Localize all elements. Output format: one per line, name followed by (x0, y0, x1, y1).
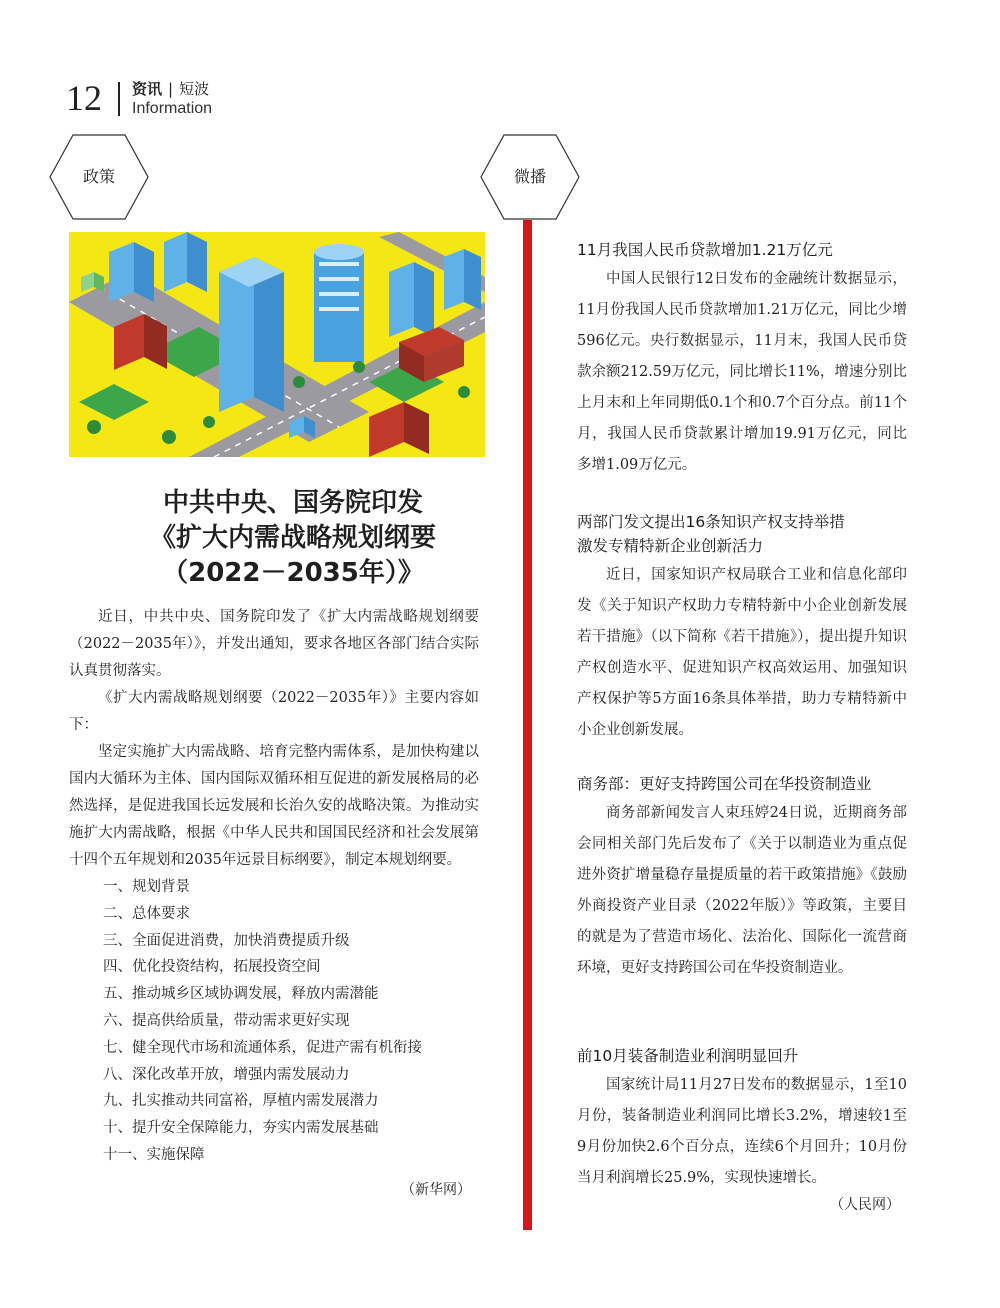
section-label (132, 78, 209, 99)
outline-item: 一、规划背景 (103, 879, 190, 895)
category-label-policy: 政策 (82, 167, 115, 186)
outline-item: 九、扎实推动共同富裕，厚植内需发展潜力 (103, 1093, 379, 1110)
column-divider-red (523, 220, 532, 1230)
article-paragraph: 近日，中共中央、国务院印发了《扩大内需战略规划纲要（2022－2035年）》，并发出通知，要求各地区各部门结合实际认真贯彻落实。 (69, 609, 479, 679)
news-source: （人民网） (830, 1197, 900, 1213)
category-hexagon-broadcast (480, 134, 580, 220)
outline-item: 四、优化投资结构，拓展投资空间 (103, 959, 321, 976)
outline-item: 三、全面促进消费，加快消费提质升级 (103, 932, 350, 949)
news-body: 近日，国家知识产权局联合工业和信息化部印发《关于知识产权助力专精特新中小企业创新发展若干措施》（以下简称《若干措施》），提出提升知识产权创造水平、促进知识产权高效运用、加强知识产权保护等5方面16条具体举措，助力专精特新中小企业创新发展。 (577, 567, 907, 738)
news-title: 11月我国人民币贷款增加1.21万亿元 (577, 241, 833, 259)
city-illustration (69, 232, 485, 457)
news-item (577, 1044, 907, 1194)
news-body: 国家统计局11月27日发布的数据显示，1至10月份，装备制造业利润同比增长3.2%，增速较1至9月份加快2.6个百分点，连续6个月回升；10月份当月利润增长25.9%，实现快速增长。 (577, 1077, 907, 1186)
feature-source: （新华网） (401, 1181, 471, 1198)
outline-item: 七、健全现代市场和流通体系，促进产需有机衔接 (103, 1039, 422, 1056)
headline-line: 中共中央、国务院印发 (162, 488, 423, 518)
outline-item: 八、深化改革开放，增强内需发展动力 (103, 1066, 350, 1083)
news-item (577, 772, 907, 984)
article-paragraph: 坚定实施扩大内需战略、培育完整内需体系，是加快构建以国内大循环为主体、国内国际双循环相互促进的新发展格局的必然选择，是促进我国长远发展和长治久安的战略决策。为推动实施扩大内需战略，根据《中华人民共和国国民经济和社会发展第十四个五年规划和2035年远景目标纲要》，制定本规划纲要。 (69, 744, 479, 868)
headline-line: 《扩大内需战略规划纲要 (149, 523, 436, 553)
isometric-city-image (69, 232, 485, 457)
news-body: 中国人民银行12日发布的金融统计数据显示，11月份我国人民币贷款增加1.21万亿元，同比少增596亿元。央行数据显示，11月末，我国人民币贷款余额212.59万亿元，同比增长11%，增速分别比上月末和上年同期低0.1个和0.7个百分点。前11个月，我国人民币贷款累计增加19.91万亿元，同比多增1.09万亿元。 (577, 271, 907, 473)
news-title: 两部门发文提出16条知识产权支持举措 (577, 513, 845, 531)
news-title: 激发专精特新企业创新活力 (577, 537, 764, 555)
subsection-title: 短波 (179, 80, 210, 98)
outline-item: 十一、实施保障 (103, 1146, 205, 1163)
feature-headline (70, 486, 516, 591)
outline-item: 二、总体要求 (103, 905, 190, 922)
outline-item: 六、提高供给质量，带动需求更好实现 (103, 1012, 350, 1029)
news-item (577, 238, 907, 481)
section-title: 资讯 (132, 80, 163, 98)
news-title: 商务部：更好支持跨国公司在华投资制造业 (577, 775, 872, 793)
header-divider (118, 82, 120, 116)
category-hexagon-policy (49, 134, 149, 220)
feature-article-body (69, 604, 479, 1204)
news-item (577, 510, 907, 746)
news-body: 商务部新闻发言人束珏婷24日说，近期商务部会同相关部门先后发布了《关于以制造业为重点促进外资扩增量稳存量提质量的若干政策措施》《鼓励外商投资产业目录（2022年版）》等政策，主要目的就是为了营造市场化、法治化、国际化一流营商环境，更好支持跨国公司在华投资制造业。 (577, 805, 907, 976)
outline-item: 十、提升安全保障能力，夯实内需发展基础 (103, 1120, 379, 1137)
section-english: Information (132, 100, 213, 117)
article-paragraph: 《扩大内需战略规划纲要（2022－2035年）》主要内容如下： (69, 690, 479, 733)
category-label-broadcast: 微播 (513, 167, 546, 186)
headline-line: （2022－2035年）》 (162, 558, 424, 588)
page-number: 12 (66, 78, 102, 118)
outline-list (69, 874, 479, 1169)
outline-item: 五、推动城乡区域协调发展，释放内需潜能 (103, 986, 379, 1003)
news-title: 前10月装备制造业利润明显回升 (577, 1047, 799, 1065)
section-separator: | (168, 80, 174, 98)
